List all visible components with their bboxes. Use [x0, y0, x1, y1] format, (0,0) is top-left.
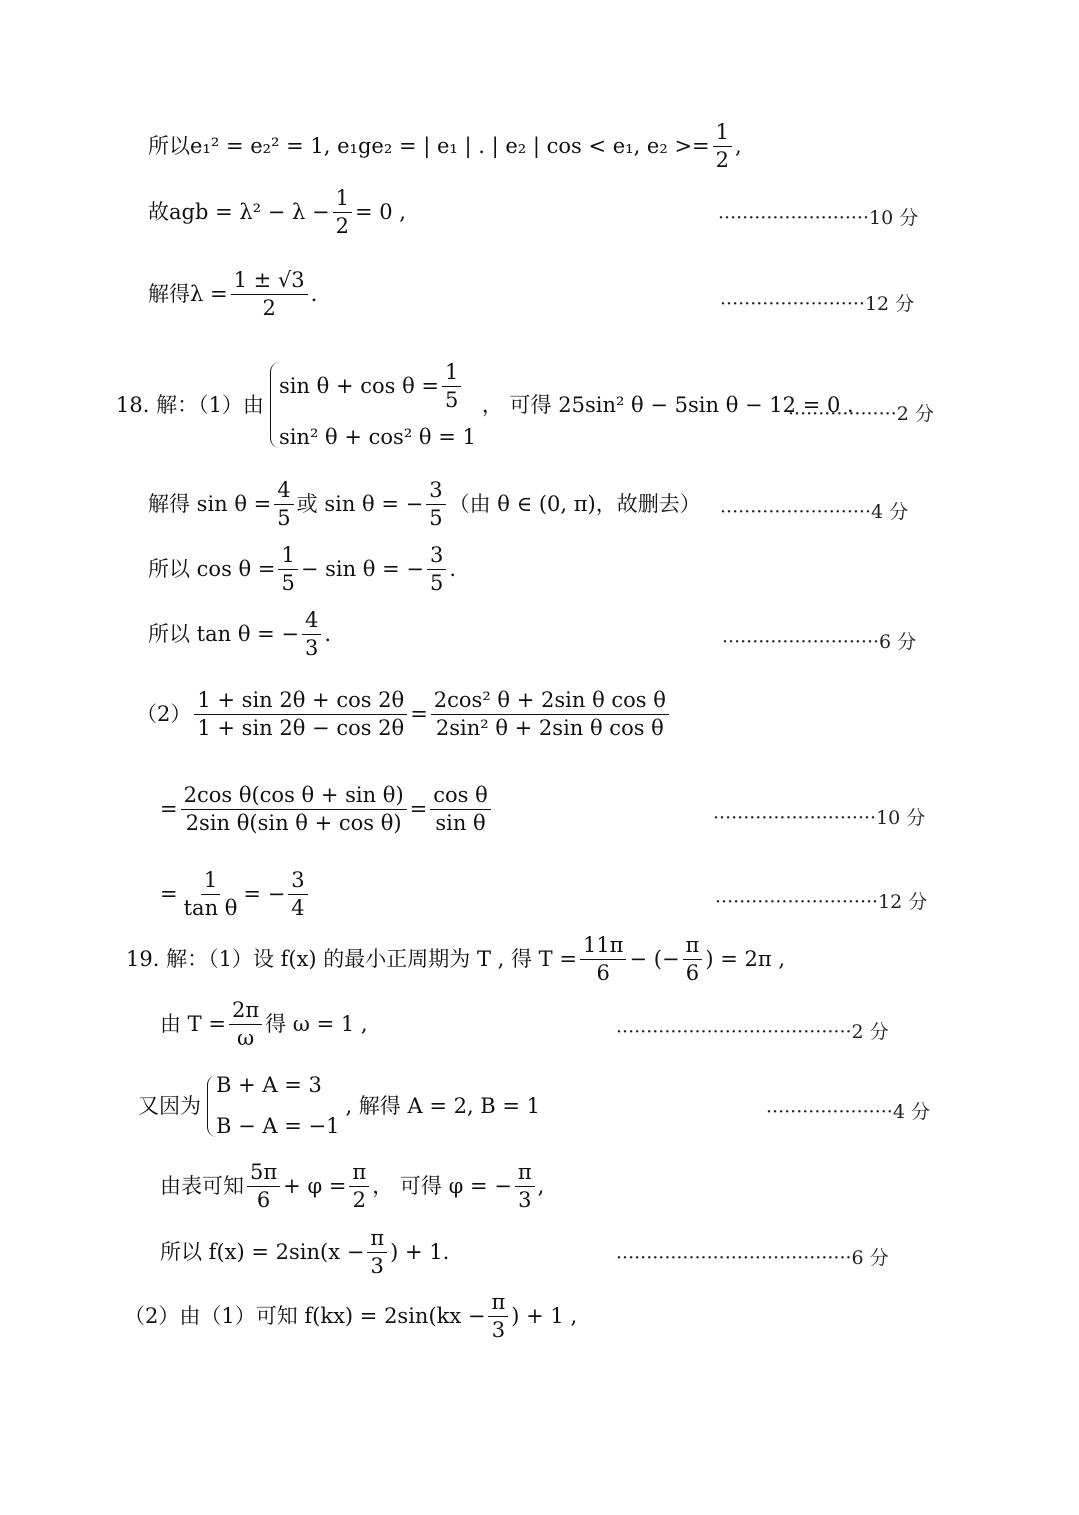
fraction: $\frac{4}{3}$ [302, 610, 321, 659]
fraction: $\frac{1 + \sin 2\theta + \cos 2\theta}{1 + \sin 2\theta - \cos 2\theta}$ [194, 690, 407, 739]
score-6: ··························6 分 [722, 631, 917, 653]
line-8 [136, 690, 672, 739]
equation-system [270, 362, 476, 448]
text: = 0 , [354, 200, 406, 224]
score-12: ························12 分 [720, 293, 915, 315]
text: 解得 sin θ = [148, 492, 272, 516]
text: 又因为 [138, 1093, 201, 1118]
equation-system [207, 1075, 339, 1137]
line-9 [160, 785, 494, 834]
fraction: $\frac{\text{2cos² θ + 2sin θ cos θ}}{\text{2sin² θ + 2sin θ cos θ}}$ [431, 690, 669, 739]
line-6 [148, 545, 456, 594]
fraction: $\frac{1}{\text{tan θ}}$ [183, 868, 238, 920]
line-15 [160, 1228, 449, 1277]
math-expr: e₁² = e₂² = 1, e₁ge₂ = | e₁ | . | e₂ | cos < e₁, e₂ >= [190, 134, 710, 158]
fraction: $\frac{1}{2}$ [333, 188, 352, 237]
text: （2）由（1）可知 f(kx) = 2sin(kx − [124, 1304, 486, 1328]
text: , [735, 134, 742, 158]
fraction: $\frac{1}{5}$ [278, 545, 297, 594]
equation: sin θ + cos θ = $\frac{1}{5}$ [279, 362, 476, 411]
text: 由 T = [160, 1012, 226, 1036]
score-4: ·························4 分 [720, 501, 909, 523]
fraction: $\frac{\pi}{6}$ [683, 935, 703, 984]
line-11 [126, 935, 785, 984]
text: = [410, 702, 428, 726]
text: 由表可知 [160, 1174, 244, 1198]
fraction: $\frac{3}{5}$ [427, 545, 446, 594]
fraction: $\frac{\text{cos θ}}{\text{sin θ}}$ [430, 785, 491, 834]
equation: B − A = −1 [216, 1114, 340, 1138]
fraction: $\frac{\pi}{3}$ [367, 1228, 387, 1277]
text: 所以 f(x) = 2sin(x − [160, 1240, 365, 1264]
text: ) = 2π , [705, 947, 786, 971]
text: 18. 解：（1）由 [116, 392, 264, 417]
text: = − [243, 882, 286, 906]
fraction: $\frac{11\pi}{6}$ [580, 935, 627, 984]
score-10b: ···························10 分 [713, 807, 926, 829]
fraction: $\frac{4}{5}$ [274, 480, 293, 529]
text: . [449, 557, 457, 581]
line-1 [148, 122, 742, 171]
text: 所以 [148, 134, 190, 158]
text: 所以 tan θ = − [148, 622, 300, 646]
text: − (− [629, 947, 680, 971]
text: 得 ω = 1 , [265, 1012, 368, 1036]
text: （2） [136, 702, 192, 726]
fraction: $\frac{3}{4}$ [288, 870, 307, 919]
line-13 [138, 1075, 540, 1137]
equation: sin² θ + cos² θ = 1 [278, 425, 476, 449]
line-3 [148, 270, 317, 319]
text: . [324, 622, 332, 646]
text: = [160, 797, 178, 821]
text: ， 可得 25sin² θ − 5sin θ − 12 = 0 . [481, 392, 854, 417]
fraction: $\frac{3}{5}$ [426, 480, 445, 529]
text: 解得 [148, 282, 190, 306]
fraction: $\frac{1 \pm √3}{2}$ [231, 270, 308, 319]
text: + φ = [283, 1174, 347, 1198]
fraction: $\frac{\pi}{3}$ [488, 1292, 508, 1341]
text: 所以 cos θ = [148, 557, 276, 581]
line-10 [160, 870, 311, 919]
text: 或 sin θ = − [296, 492, 424, 516]
text: ) + 1 , [511, 1304, 578, 1328]
fraction: $\frac{\pi}{2}$ [349, 1162, 369, 1211]
line-14 [160, 1162, 544, 1211]
line-5 [148, 480, 701, 529]
score-10: ·························10 分 [718, 207, 919, 229]
fraction: $\frac{\text{2cos θ(cos θ + sin θ)}}{\text{2sin θ(sin θ + cos θ)}}$ [181, 785, 407, 834]
text: − sin θ = − [300, 557, 424, 581]
fraction: $\frac{\pi}{3}$ [515, 1162, 535, 1211]
text: = [409, 797, 428, 821]
line-7 [148, 610, 331, 659]
line-2 [148, 188, 406, 237]
math-expr: agb = λ² − λ − [169, 200, 330, 224]
fraction: $\frac{2\pi}{\omega}$ [229, 1000, 262, 1049]
text: , 解得 A = 2, B = 1 [345, 1093, 541, 1118]
equation: B + A = 3 [216, 1073, 322, 1097]
score-12b: ···························12 分 [715, 891, 928, 913]
score-4b: ·····················4 分 [766, 1101, 930, 1123]
text: 19. 解：（1）设 f(x) 的最小正周期为 T , 得 T = [126, 947, 577, 971]
fraction: $\frac{5\pi}{6}$ [247, 1162, 280, 1211]
text: ， 可得 φ = − [372, 1174, 512, 1198]
line-4 [116, 362, 854, 448]
math-expr: λ = [190, 282, 228, 306]
text: . [310, 282, 318, 306]
text: （由 θ ∈ (0, π)，故删去） [448, 492, 701, 516]
line-16 [124, 1292, 577, 1341]
text: , [537, 1174, 545, 1198]
line-12 [160, 1000, 368, 1049]
fraction: $\frac{1}{2}$ [713, 122, 732, 171]
score-6b: ·······································6 分 [616, 1247, 889, 1269]
text: ) + 1. [390, 1240, 450, 1264]
score-2: ··················2 分 [788, 403, 934, 425]
score-2b: ·······································2 分 [616, 1021, 889, 1043]
text: 故 [148, 200, 169, 224]
text: = [160, 882, 178, 906]
